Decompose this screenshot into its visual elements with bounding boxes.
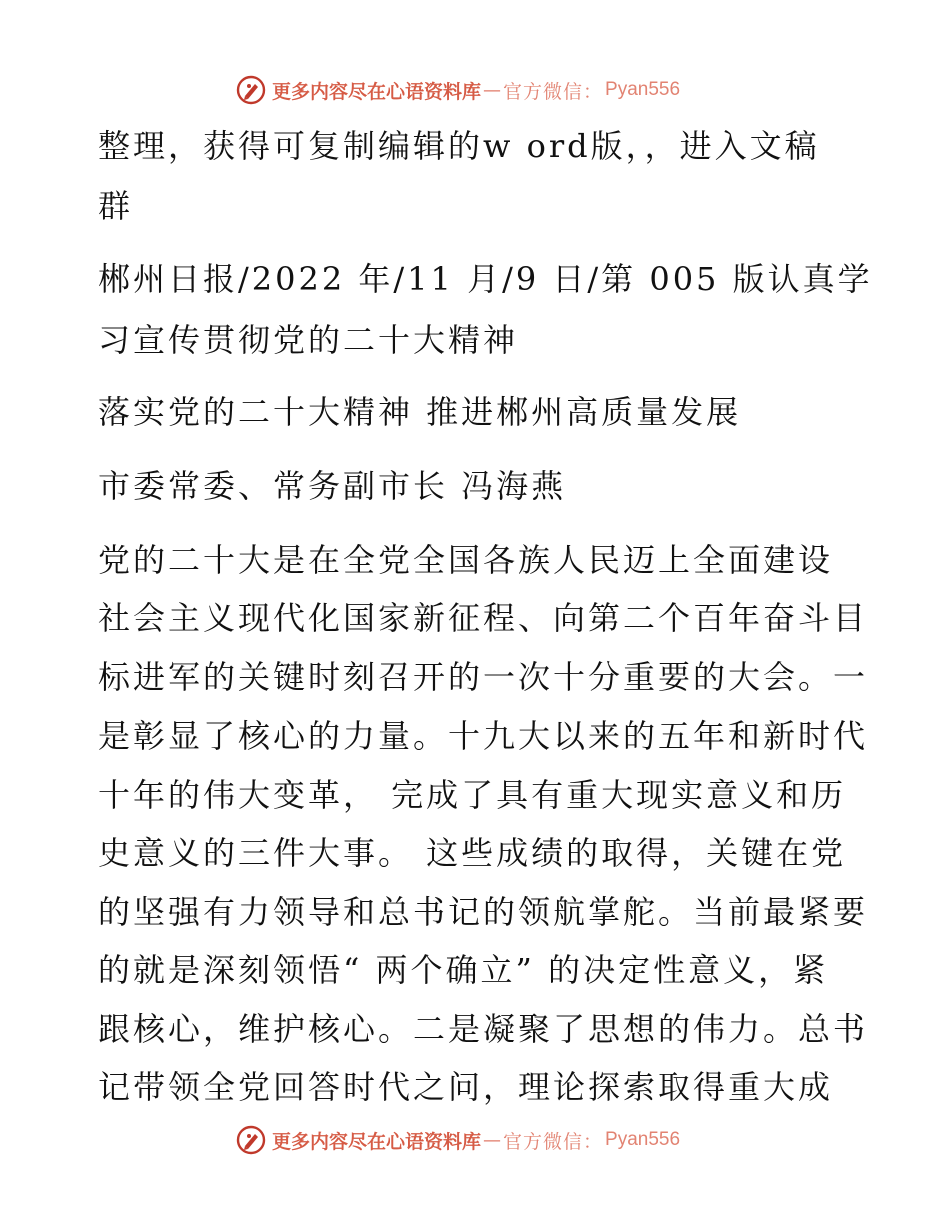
text-line: 社会主义现代化国家新征程、向第二个百年奋斗目 [98,599,869,637]
author-line: 市委常委、常务副市长 冯海燕 [98,467,567,505]
article-title: 落实党的二十大精神 推进郴州高质量发展 [98,393,742,431]
text-line: 的就是深刻领悟“ 两个确立” 的决定性意义，紧 [98,951,829,989]
watermark-wechat-id: Pyan556 [605,79,681,100]
pen-logo-icon [236,1125,266,1155]
text-line: 十年的伟大变革， 完成了具有重大现实意义和历 [98,776,847,814]
text-line: 整理，获得可复制编辑的w ord版，，进入文稿 [98,127,820,165]
text-line: 史意义的三件大事。 这些成绩的取得，关键在党 [98,834,847,872]
text-line: 习宣传贯彻党的二十大精神 [98,321,519,359]
text-line: 跟核心，维护核心。二是凝聚了思想的伟力。总书 [98,1010,869,1048]
watermark-wechat-label: 官方微信： [503,80,604,103]
footer-watermark [236,1122,680,1158]
watermark-main-text: 更多内容尽在心语资料库 [272,1130,482,1153]
text-line: 的坚强有力领导和总书记的领航掌舵。当前最紧要 [98,893,869,931]
text-line: 标进军的关键时刻召开的一次十分重要的大会。一 [98,658,869,696]
text-line: 党的二十大是在全党全国各族人民迈上全面建设 [98,541,834,579]
watermark-separator: — [483,1129,502,1151]
text-line: 记带领全党回答时代之问，理论探索取得重大成 [98,1068,834,1106]
text-line: 郴州日报/2022 年/11 月/9 日/第 005 版认真学 [98,260,873,298]
watermark-separator: — [483,79,502,101]
text-line: 群 [98,187,134,225]
watermark-wechat-id: Pyan556 [605,1129,681,1150]
pen-logo-icon [236,75,266,105]
text-line: 是彰显了核心的力量。十九大以来的五年和新时代 [98,717,869,755]
header-watermark [236,72,680,108]
watermark-main-text: 更多内容尽在心语资料库 [272,80,482,103]
watermark-wechat-label: 官方微信： [503,1130,604,1153]
